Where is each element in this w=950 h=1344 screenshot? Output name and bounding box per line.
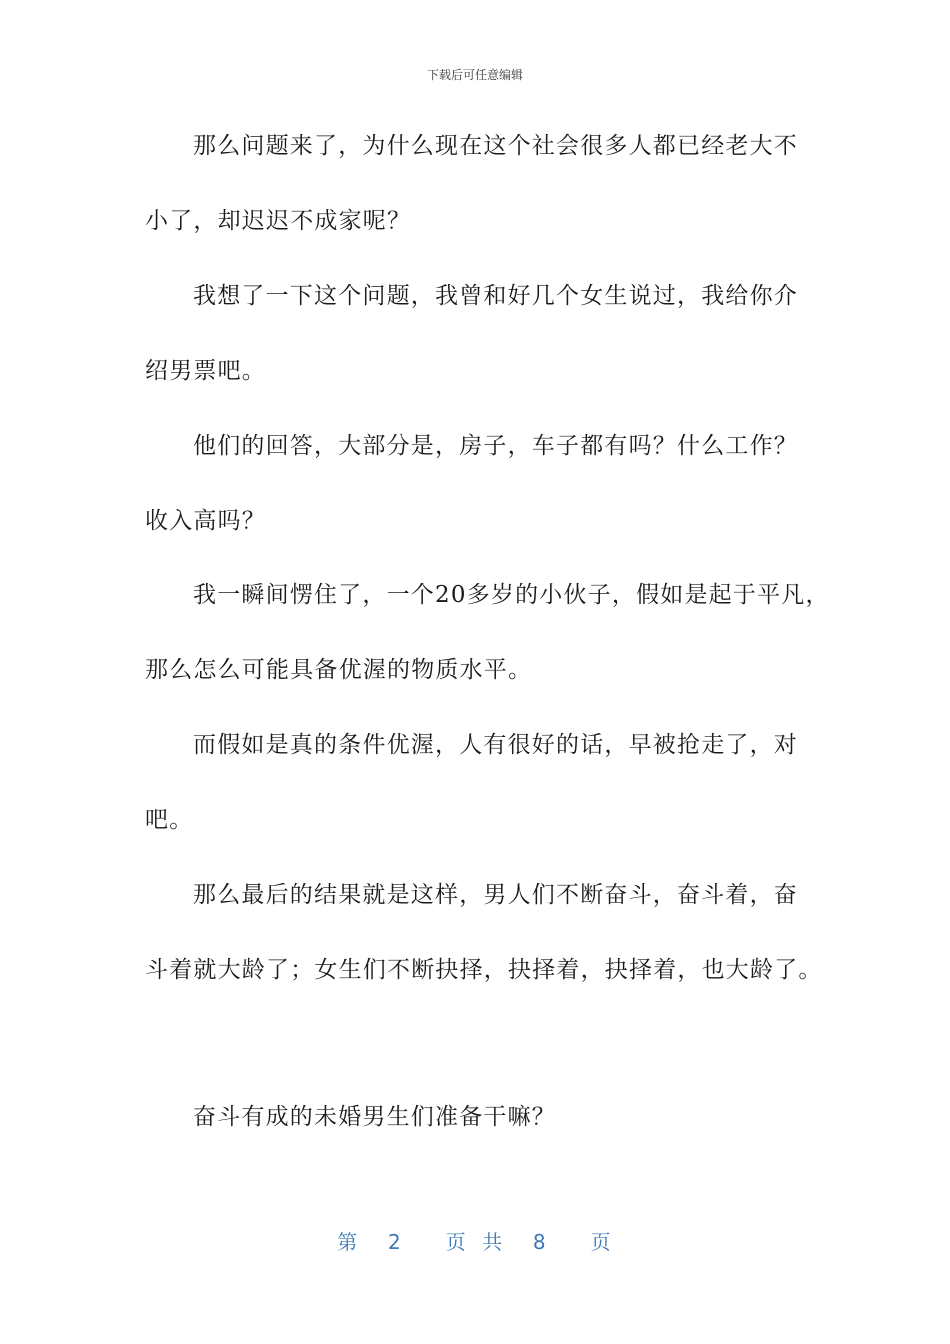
paragraph-1-line-1: 那么问题来了，为什么现在这个社会很多人都已经老大不 <box>193 133 798 159</box>
paragraph-1-line-2: 小了，却迟迟不成家呢？ <box>145 208 412 234</box>
paragraph-5-line-1: 而假如是真的条件优渥，人有很好的话，早被抢走了，对 <box>193 732 798 758</box>
paragraph-2-line-1: 我想了一下这个问题，我曾和好几个女生说过，我给你介 <box>193 283 798 309</box>
paragraph-6-line-2: 斗着就大龄了；女生们不断抉择，抉择着，抉择着，也大龄了。 <box>145 957 823 983</box>
page-header: 下载后可任意编辑 <box>426 68 523 82</box>
paragraph-3-line-2: 收入高吗？ <box>145 508 266 534</box>
paragraph-4-line-1: 我一瞬间愣住了，一个20多岁的小伙子，假如是起于平凡， <box>193 582 830 608</box>
page-number-text: 第 2 页 共 8 页 <box>337 1230 613 1254</box>
paragraph-2-line-2: 绍男票吧。 <box>145 358 266 384</box>
paragraph-3-line-1: 他们的回答，大部分是，房子，车子都有吗？什么工作？ <box>193 433 798 459</box>
paragraph-4-line-2: 那么怎么可能具备优渥的物质水平。 <box>145 657 533 683</box>
page-number-footer <box>0 1226 950 1255</box>
paragraph-5-line-2: 吧。 <box>145 807 194 833</box>
paragraph-7-line-1: 奋斗有成的未婚男生们准备干嘛？ <box>193 1104 556 1130</box>
paragraph-6-line-1: 那么最后的结果就是这样，男人们不断奋斗，奋斗着，奋 <box>193 882 798 908</box>
